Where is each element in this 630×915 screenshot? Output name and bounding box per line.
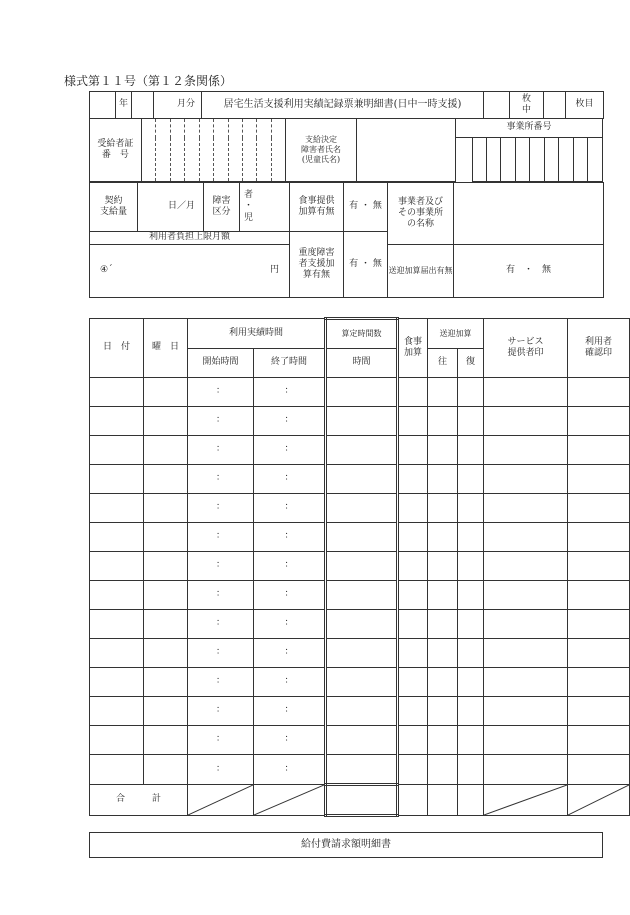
hours-cell[interactable]: [326, 523, 398, 552]
meal-cell[interactable]: [398, 668, 428, 697]
start-cell[interactable]: ：: [188, 697, 254, 726]
sheet-no-label: 枚目: [566, 92, 604, 119]
provider-seal-cell[interactable]: [484, 494, 568, 523]
provider-seal-cell[interactable]: [484, 668, 568, 697]
go-cell[interactable]: [428, 668, 458, 697]
provider-seal-cell[interactable]: [484, 378, 568, 407]
ret-cell[interactable]: [458, 668, 484, 697]
person-name-input[interactable]: [356, 119, 455, 182]
meal-value[interactable]: 有 ・ 無: [344, 183, 388, 232]
provider-seal-cell[interactable]: [484, 726, 568, 755]
meal-cell[interactable]: [398, 407, 428, 436]
record-table: [89, 317, 630, 817]
office-digit-8[interactable]: [573, 138, 587, 182]
month-input[interactable]: [132, 92, 154, 119]
date-cell[interactable]: [90, 552, 144, 581]
date-cell[interactable]: [90, 755, 144, 785]
weekday-cell[interactable]: [144, 755, 188, 785]
user-seal-cell[interactable]: [568, 436, 630, 465]
total-go-input[interactable]: [428, 785, 458, 816]
start-cell[interactable]: ：: [188, 494, 254, 523]
weekday-cell[interactable]: [144, 726, 188, 755]
end-cell[interactable]: ：: [254, 436, 326, 465]
user-seal-cell[interactable]: [568, 726, 630, 755]
date-cell[interactable]: [90, 378, 144, 407]
end-cell[interactable]: ：: [254, 552, 326, 581]
cert-digit-6[interactable]: [214, 119, 228, 182]
transport-header: 送迎加算: [428, 319, 484, 349]
table-row: [90, 610, 630, 639]
start-cell[interactable]: ：: [188, 378, 254, 407]
ret-cell[interactable]: [458, 523, 484, 552]
table-row: [90, 581, 630, 610]
ret-cell[interactable]: [458, 436, 484, 465]
start-cell[interactable]: ：: [188, 668, 254, 697]
user-seal-cell[interactable]: [568, 668, 630, 697]
person-label: 支給決定 障害者氏名 (児童氏名): [286, 119, 356, 182]
go-cell[interactable]: [428, 523, 458, 552]
limit-amount-input[interactable]: [90, 245, 290, 298]
total-hours-input[interactable]: [326, 785, 398, 816]
weekday-cell[interactable]: [144, 378, 188, 407]
hours-cell[interactable]: [326, 465, 398, 494]
meal-cell[interactable]: [398, 726, 428, 755]
end-cell[interactable]: ：: [254, 407, 326, 436]
total-user-diag: [568, 785, 630, 816]
start-cell[interactable]: ：: [188, 726, 254, 755]
user-seal-header: 利用者 確認印: [568, 319, 630, 378]
go-cell[interactable]: [428, 697, 458, 726]
weekday-header: 曜 日: [144, 319, 188, 378]
go-cell[interactable]: [428, 755, 458, 785]
user-seal-cell[interactable]: [568, 465, 630, 494]
total-start-diag: [188, 785, 254, 816]
disability-label: 障害 区分: [204, 183, 240, 232]
table-row: [90, 436, 630, 465]
hours-cell[interactable]: [326, 378, 398, 407]
calc-hours-header: 算定時間数: [326, 319, 398, 349]
cert-digit-9[interactable]: [257, 119, 271, 182]
provider-seal-cell[interactable]: [484, 639, 568, 668]
cert-digit-8[interactable]: [242, 119, 256, 182]
cert-digit-5[interactable]: [199, 119, 213, 182]
table-row: [90, 755, 630, 785]
date-cell[interactable]: [90, 523, 144, 552]
header-table: [89, 91, 604, 119]
weekday-cell[interactable]: [144, 639, 188, 668]
ret-cell[interactable]: [458, 465, 484, 494]
meal-cell[interactable]: [398, 755, 428, 785]
provider-seal-cell[interactable]: [484, 610, 568, 639]
total-label: 合 計: [90, 785, 188, 816]
end-cell[interactable]: ：: [254, 755, 326, 785]
hours-cell[interactable]: [326, 668, 398, 697]
hours-cell[interactable]: [326, 726, 398, 755]
office-digit-3[interactable]: [501, 138, 515, 182]
cert-digit-1[interactable]: [141, 119, 155, 182]
start-cell[interactable]: ：: [188, 407, 254, 436]
end-cell[interactable]: ：: [254, 610, 326, 639]
record-rows: [90, 378, 630, 785]
table-row: [90, 465, 630, 494]
hours-cell[interactable]: [326, 697, 398, 726]
ret-cell[interactable]: [458, 552, 484, 581]
provider-name-input[interactable]: [454, 183, 604, 245]
go-cell[interactable]: [428, 494, 458, 523]
weekday-cell[interactable]: [144, 494, 188, 523]
footer-caption: 給付費請求額明細書: [90, 833, 603, 858]
go-cell[interactable]: [428, 610, 458, 639]
year-label: 年: [116, 92, 132, 119]
date-cell[interactable]: [90, 581, 144, 610]
date-cell[interactable]: [90, 668, 144, 697]
yen-label: 円: [269, 265, 279, 275]
footer-table: [89, 832, 603, 858]
hours-cell[interactable]: [326, 581, 398, 610]
start-cell[interactable]: ：: [188, 465, 254, 494]
cert-digit-4[interactable]: [185, 119, 199, 182]
office-digit-2[interactable]: [486, 138, 500, 182]
office-digit-0[interactable]: [455, 138, 472, 182]
user-seal-cell[interactable]: [568, 755, 630, 785]
user-seal-cell[interactable]: [568, 581, 630, 610]
table-row: [90, 494, 630, 523]
total-meal-input[interactable]: [398, 785, 428, 816]
start-cell[interactable]: ：: [188, 755, 254, 785]
start-cell[interactable]: ：: [188, 436, 254, 465]
hours-cell[interactable]: [326, 755, 398, 785]
user-seal-cell[interactable]: [568, 552, 630, 581]
cert-digit-3[interactable]: [170, 119, 184, 182]
go-cell[interactable]: [428, 581, 458, 610]
weekday-cell[interactable]: [144, 552, 188, 581]
user-seal-cell[interactable]: [568, 494, 630, 523]
provider-label: 事業者及び その事業所 の名称: [388, 183, 454, 245]
meal-cell[interactable]: [398, 697, 428, 726]
end-header: 終了時間: [254, 349, 326, 378]
table-row: [90, 378, 630, 407]
meal-cell[interactable]: [398, 465, 428, 494]
table-row: [90, 697, 630, 726]
date-cell[interactable]: [90, 436, 144, 465]
meal-header: 食事 加算: [398, 319, 428, 378]
meal-cell[interactable]: [398, 378, 428, 407]
end-cell[interactable]: ：: [254, 465, 326, 494]
form-title: 様式第１１号（第１２条関係）: [64, 74, 233, 88]
office-no-label: 事業所番号: [455, 119, 602, 138]
table-row: [90, 668, 630, 697]
meal-cell[interactable]: [398, 581, 428, 610]
office-digit-4[interactable]: [515, 138, 529, 182]
limit-prefix: ④´: [100, 265, 113, 275]
user-seal-cell[interactable]: [568, 697, 630, 726]
provider-seal-cell[interactable]: [484, 755, 568, 785]
go-cell[interactable]: [428, 436, 458, 465]
hours-cell[interactable]: [326, 552, 398, 581]
user-seal-cell[interactable]: [568, 378, 630, 407]
cert-no-label: 受給者証 番 号: [90, 119, 142, 182]
ret-cell[interactable]: [458, 697, 484, 726]
ret-cell[interactable]: [458, 581, 484, 610]
user-seal-cell[interactable]: [568, 407, 630, 436]
meal-cell[interactable]: [398, 639, 428, 668]
end-cell[interactable]: ：: [254, 639, 326, 668]
ret-cell[interactable]: [458, 726, 484, 755]
table-row: [90, 407, 630, 436]
end-cell[interactable]: ：: [254, 581, 326, 610]
meal-cell[interactable]: [398, 523, 428, 552]
weekday-cell[interactable]: [144, 610, 188, 639]
go-cell[interactable]: [428, 726, 458, 755]
meal-label: 食事提供 加算有無: [290, 183, 344, 232]
start-header: 開始時間: [188, 349, 254, 378]
usage-time-header: 利用実績時間: [188, 319, 326, 349]
amount-label: 契約 支給量: [90, 183, 138, 232]
date-header: 日 付: [90, 319, 144, 378]
transport-value[interactable]: 有 ・ 無: [454, 245, 604, 298]
weekday-cell[interactable]: [144, 668, 188, 697]
end-cell[interactable]: ：: [254, 668, 326, 697]
sheet-no-input[interactable]: [544, 92, 566, 119]
end-cell[interactable]: ：: [254, 726, 326, 755]
date-cell[interactable]: [90, 494, 144, 523]
ret-header: 復: [458, 349, 484, 378]
meal-cell[interactable]: [398, 494, 428, 523]
year-input[interactable]: [90, 92, 116, 119]
hours-header: 時間: [326, 349, 398, 378]
office-digit-6[interactable]: [544, 138, 558, 182]
table-row: [90, 552, 630, 581]
go-cell[interactable]: [428, 407, 458, 436]
ret-cell[interactable]: [458, 610, 484, 639]
go-cell[interactable]: [428, 465, 458, 494]
start-cell[interactable]: ：: [188, 639, 254, 668]
provider-seal-cell[interactable]: [484, 436, 568, 465]
contract-table: [89, 182, 604, 298]
provider-seal-cell[interactable]: [484, 552, 568, 581]
user-seal-cell[interactable]: [568, 639, 630, 668]
table-row: [90, 523, 630, 552]
total-end-diag: [254, 785, 326, 816]
weekday-cell[interactable]: [144, 436, 188, 465]
provider-seal-cell[interactable]: [484, 407, 568, 436]
per-month-label: 日／月: [138, 183, 204, 232]
user-seal-cell[interactable]: [568, 523, 630, 552]
doc-title: 居宅生活支援利用実績記録票兼明細書(日中一時支援): [202, 92, 484, 119]
start-cell[interactable]: ：: [188, 552, 254, 581]
ret-cell[interactable]: [458, 639, 484, 668]
user-seal-cell[interactable]: [568, 610, 630, 639]
meal-cell[interactable]: [398, 552, 428, 581]
office-digit-9[interactable]: [588, 138, 603, 182]
go-cell[interactable]: [428, 552, 458, 581]
hours-cell[interactable]: [326, 494, 398, 523]
weekday-cell[interactable]: [144, 581, 188, 610]
date-cell[interactable]: [90, 726, 144, 755]
end-cell[interactable]: ：: [254, 697, 326, 726]
date-cell[interactable]: [90, 697, 144, 726]
meal-cell[interactable]: [398, 610, 428, 639]
start-cell[interactable]: ：: [188, 610, 254, 639]
recipient-table: [89, 118, 603, 182]
provider-seal-cell[interactable]: [484, 465, 568, 494]
table-row: [90, 639, 630, 668]
office-digit-5[interactable]: [530, 138, 544, 182]
type-mark: 者 ・ 児: [240, 183, 290, 232]
end-cell[interactable]: ：: [254, 378, 326, 407]
end-cell[interactable]: ：: [254, 523, 326, 552]
total-ret-input[interactable]: [458, 785, 484, 816]
weekday-cell[interactable]: [144, 523, 188, 552]
severe-value[interactable]: 有 ・ 無: [344, 232, 388, 298]
ret-cell[interactable]: [458, 378, 484, 407]
provider-seal-cell[interactable]: [484, 581, 568, 610]
go-cell[interactable]: [428, 378, 458, 407]
weekday-cell[interactable]: [144, 407, 188, 436]
hours-cell[interactable]: [326, 610, 398, 639]
end-cell[interactable]: ：: [254, 494, 326, 523]
provider-seal-cell[interactable]: [484, 697, 568, 726]
total-provider-diag: [484, 785, 568, 816]
hours-cell[interactable]: [326, 639, 398, 668]
office-digit-1[interactable]: [472, 138, 486, 182]
cert-digit-2[interactable]: [156, 119, 170, 182]
date-cell[interactable]: [90, 407, 144, 436]
month-label: 月分: [154, 92, 202, 119]
weekday-cell[interactable]: [144, 465, 188, 494]
provider-seal-cell[interactable]: [484, 523, 568, 552]
date-cell[interactable]: [90, 465, 144, 494]
provider-seal-header: サービス 提供者印: [484, 319, 568, 378]
start-cell[interactable]: ：: [188, 523, 254, 552]
sheet-total-input[interactable]: [484, 92, 510, 119]
limit-label: 利用者負担上限月額: [90, 232, 290, 245]
go-header: 往: [428, 349, 458, 378]
ret-cell[interactable]: [458, 494, 484, 523]
go-cell[interactable]: [428, 639, 458, 668]
ret-cell[interactable]: [458, 407, 484, 436]
cert-digit-10[interactable]: [271, 119, 285, 182]
date-cell[interactable]: [90, 610, 144, 639]
table-row: [90, 726, 630, 755]
cert-digit-7[interactable]: [228, 119, 242, 182]
hours-cell[interactable]: [326, 407, 398, 436]
sheet-of-label: 枚 中: [510, 92, 544, 119]
severe-label: 重度障害 者支援加 算有無: [290, 232, 344, 298]
office-digit-7[interactable]: [559, 138, 573, 182]
meal-cell[interactable]: [398, 436, 428, 465]
ret-cell[interactable]: [458, 755, 484, 785]
date-cell[interactable]: [90, 639, 144, 668]
start-cell[interactable]: ：: [188, 581, 254, 610]
hours-cell[interactable]: [326, 436, 398, 465]
weekday-cell[interactable]: [144, 697, 188, 726]
transport-label: 送迎加算届出有無: [388, 245, 454, 298]
